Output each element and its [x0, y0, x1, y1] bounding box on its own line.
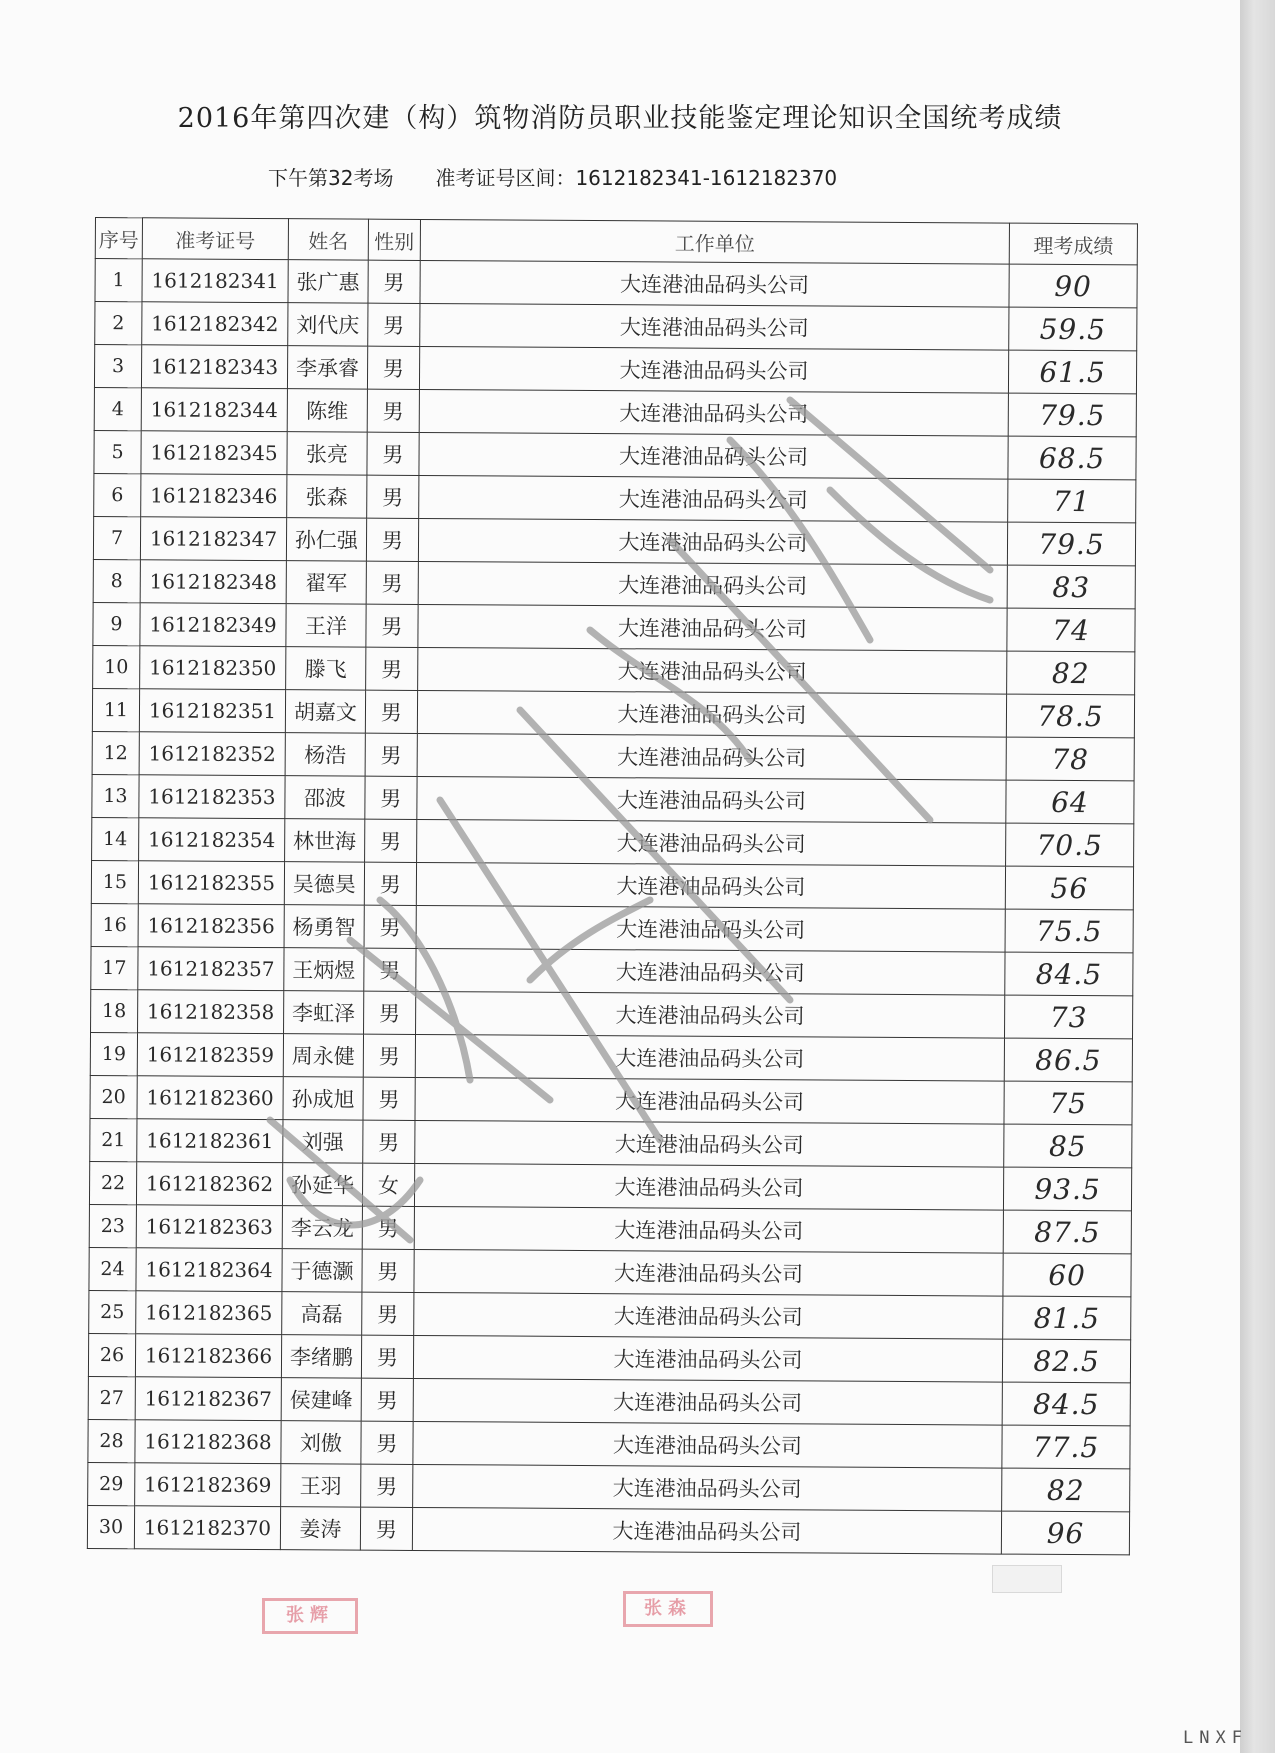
ticket-id: 1612182344: [141, 388, 287, 432]
row-number: 10: [93, 645, 140, 688]
candidate-name: 张广惠: [288, 260, 368, 303]
candidate-sex: 男: [366, 518, 418, 561]
ticket-id: 1612182370: [134, 1506, 280, 1550]
table-row: [92, 817, 1134, 866]
candidate-name: 侯建峰: [281, 1378, 361, 1421]
row-number: 8: [93, 559, 140, 602]
theory-score: 82: [1007, 651, 1135, 695]
candidate-sex: 男: [367, 346, 419, 389]
candidate-name: 王洋: [286, 604, 366, 647]
table-row: [89, 1247, 1131, 1296]
ticket-id: 1612182365: [136, 1291, 282, 1335]
header-no: 序号: [95, 218, 142, 259]
document-title: 2016年第四次建（构）筑物消防员职业技能鉴定理论知识全国统考成绩: [177, 103, 1063, 134]
row-number: 16: [91, 903, 138, 946]
candidate-sex: 男: [365, 776, 417, 819]
table-row: [90, 1118, 1132, 1167]
candidate-sex: 男: [362, 1292, 414, 1335]
theory-score: 83: [1007, 565, 1135, 609]
table-row: [90, 1075, 1132, 1124]
table-row: [88, 1333, 1130, 1382]
candidate-name: 陈维: [287, 389, 367, 432]
ticket-id: 1612182345: [141, 431, 287, 475]
candidate-name: 姜涛: [280, 1507, 360, 1550]
header-sex: 性别: [368, 219, 420, 260]
row-number: 17: [91, 946, 138, 989]
row-number: 27: [88, 1376, 135, 1419]
work-unit: 大连港油品码头公司: [418, 518, 1007, 565]
work-unit: 大连港油品码头公司: [419, 475, 1008, 522]
work-unit: 大连港油品码头公司: [416, 905, 1005, 952]
candidate-sex: 男: [364, 862, 416, 905]
theory-score: 64: [1006, 780, 1134, 824]
table-row: [88, 1419, 1130, 1468]
candidate-name: 于德灏: [282, 1249, 362, 1292]
candidate-sex: 男: [364, 948, 416, 991]
ticket-id: 1612182361: [137, 1119, 283, 1163]
theory-score: 79.5: [1007, 522, 1135, 566]
row-number: 5: [94, 430, 141, 473]
ticket-id: 1612182360: [137, 1076, 283, 1120]
theory-score: 61.5: [1008, 350, 1136, 394]
ticket-id: 1612182350: [140, 646, 286, 690]
work-unit: 大连港油品码头公司: [414, 1206, 1003, 1253]
table-row: [88, 1376, 1130, 1425]
candidate-name: 孙延华: [282, 1163, 362, 1206]
candidate-name: 李云龙: [282, 1206, 362, 1249]
candidate-name: 张亮: [287, 432, 367, 475]
header-unit: 工作单位: [420, 219, 1009, 264]
candidate-name: 王炳煜: [284, 948, 364, 991]
theory-score: 78.5: [1006, 694, 1134, 738]
row-number: 19: [90, 1032, 137, 1075]
table-row: [91, 989, 1133, 1038]
candidate-sex: 男: [363, 1077, 415, 1120]
work-unit: 大连港油品码头公司: [415, 991, 1004, 1038]
candidate-sex: 男: [365, 690, 417, 733]
candidate-sex: 男: [366, 561, 418, 604]
table-row: [94, 345, 1136, 394]
ticket-id: 1612182369: [135, 1463, 281, 1507]
ticket-id: 1612182342: [142, 302, 288, 346]
theory-score: 73: [1005, 995, 1133, 1039]
row-number: 21: [90, 1118, 137, 1161]
work-unit: 大连港油品码头公司: [419, 432, 1008, 479]
work-unit: 大连港油品码头公司: [419, 389, 1008, 436]
ticket-id: 1612182359: [137, 1033, 283, 1077]
row-number: 24: [89, 1247, 136, 1290]
score-table: [87, 217, 1138, 1555]
work-unit: 大连港油品码头公司: [414, 1292, 1003, 1339]
candidate-name: 高磊: [282, 1292, 362, 1335]
candidate-sex: 男: [361, 1335, 413, 1378]
candidate-sex: 男: [365, 733, 417, 776]
header-ticket-id: 准考证号: [142, 218, 288, 260]
ticket-id: 1612182363: [136, 1205, 282, 1249]
work-unit: 大连港油品码头公司: [412, 1464, 1001, 1511]
table-row: [93, 516, 1135, 565]
theory-score: 68.5: [1008, 436, 1136, 480]
ticket-id: 1612182351: [139, 689, 285, 733]
table-row: [93, 645, 1135, 694]
work-unit: 大连港油品码头公司: [416, 819, 1005, 866]
table-row: [89, 1161, 1131, 1210]
theory-score: 84.5: [1005, 952, 1133, 996]
row-number: 12: [92, 731, 139, 774]
theory-score: 82: [1002, 1468, 1130, 1512]
theory-score: 78: [1006, 737, 1134, 781]
work-unit: 大连港油品码头公司: [418, 604, 1007, 651]
row-number: 11: [92, 688, 139, 731]
candidate-sex: 男: [367, 389, 419, 432]
candidate-name: 刘代庆: [288, 303, 368, 346]
table-row: [95, 302, 1137, 351]
row-number: 7: [93, 516, 140, 559]
ticket-id: 1612182362: [136, 1162, 282, 1206]
row-number: 15: [91, 860, 138, 903]
candidate-sex: 女: [362, 1163, 414, 1206]
table-row: [92, 731, 1134, 780]
candidate-name: 孙仁强: [286, 518, 366, 561]
candidate-sex: 男: [367, 475, 419, 518]
row-number: 25: [89, 1290, 136, 1333]
table-row: [90, 1032, 1132, 1081]
ticket-id: 1612182348: [140, 560, 286, 604]
work-unit: 大连港油品码头公司: [412, 1507, 1001, 1554]
candidate-sex: 男: [360, 1507, 412, 1550]
work-unit: 大连港油品码头公司: [416, 948, 1005, 995]
candidate-name: 杨浩: [285, 733, 365, 776]
ticket-id: 1612182354: [139, 818, 285, 862]
exam-session-line: [268, 162, 837, 191]
candidate-sex: 男: [368, 260, 420, 303]
header-name: 姓名: [288, 219, 368, 260]
candidate-name: 孙成旭: [283, 1077, 363, 1120]
theory-score: 60: [1003, 1253, 1131, 1297]
ticket-id: 1612182357: [138, 947, 284, 991]
ticket-id: 1612182349: [140, 603, 286, 647]
table-row: [92, 688, 1134, 737]
table-row: [91, 903, 1133, 952]
row-number: 28: [88, 1419, 135, 1462]
table-row: [92, 774, 1134, 823]
theory-score: 85: [1004, 1124, 1132, 1168]
theory-score: 79.5: [1008, 393, 1136, 437]
row-number: 18: [91, 989, 138, 1032]
theory-score: 74: [1007, 608, 1135, 652]
table-row: [91, 946, 1133, 995]
theory-score: 71: [1008, 479, 1136, 523]
candidate-name: 林世海: [285, 819, 365, 862]
table-row: [93, 559, 1135, 608]
table-row: [94, 473, 1136, 522]
candidate-sex: 男: [362, 1249, 414, 1292]
candidate-name: 李虹泽: [283, 991, 363, 1034]
corner-mark: LNXF: [1183, 1728, 1248, 1748]
candidate-sex: 男: [363, 1120, 415, 1163]
row-number: 23: [89, 1204, 136, 1247]
candidate-sex: 男: [366, 647, 418, 690]
candidate-name: 李承睿: [287, 346, 367, 389]
work-unit: 大连港油品码头公司: [414, 1249, 1003, 1296]
ticket-id: 1612182346: [141, 474, 287, 518]
work-unit: 大连港油品码头公司: [420, 260, 1009, 307]
work-unit: 大连港油品码头公司: [415, 1077, 1004, 1124]
table-row: [94, 430, 1136, 479]
score-table-body: [87, 259, 1137, 1555]
work-unit: 大连港油品码头公司: [420, 303, 1009, 350]
header-score: 理考成绩: [1009, 223, 1137, 265]
row-number: 22: [89, 1161, 136, 1204]
work-unit: 大连港油品码头公司: [417, 733, 1006, 780]
table-row: [91, 860, 1133, 909]
candidate-name: 周永健: [283, 1034, 363, 1077]
work-unit: 大连港油品码头公司: [416, 862, 1005, 909]
ticket-id: 1612182366: [135, 1334, 281, 1378]
candidate-sex: 男: [364, 905, 416, 948]
table-row: [87, 1505, 1129, 1554]
theory-score: 90: [1009, 264, 1137, 308]
signature-stamp-right: 张森: [623, 1591, 713, 1627]
theory-score: 75: [1004, 1081, 1132, 1125]
work-unit: 大连港油品码头公司: [419, 346, 1008, 393]
work-unit: 大连港油品码头公司: [417, 776, 1006, 823]
candidate-name: 胡嘉文: [285, 690, 365, 733]
candidate-sex: 男: [361, 1421, 413, 1464]
table-row: [95, 259, 1137, 308]
ticket-id: 1612182355: [138, 861, 284, 905]
exam-session: 下午第32考场: [268, 166, 394, 190]
theory-score: 96: [1001, 1511, 1129, 1555]
table-row: [94, 387, 1136, 436]
candidate-sex: 男: [361, 1378, 413, 1421]
theory-score: 59.5: [1009, 307, 1137, 351]
candidate-sex: 男: [363, 991, 415, 1034]
table-row: [89, 1290, 1131, 1339]
candidate-name: 邵波: [285, 776, 365, 819]
theory-score: 84.5: [1002, 1382, 1130, 1426]
scan-edge: [1240, 0, 1275, 1753]
row-number: 2: [95, 302, 142, 345]
theory-score: 81.5: [1003, 1296, 1131, 1340]
candidate-name: 滕飞: [286, 647, 366, 690]
ticket-id: 1612182343: [141, 345, 287, 389]
theory-score: 86.5: [1004, 1038, 1132, 1082]
ticket-id: 1612182368: [135, 1420, 281, 1464]
theory-score: 87.5: [1003, 1210, 1131, 1254]
candidate-name: 吴德昊: [284, 862, 364, 905]
work-unit: 大连港油品码头公司: [417, 647, 1006, 694]
candidate-name: 李绪鹏: [281, 1335, 361, 1378]
candidate-sex: 男: [363, 1034, 415, 1077]
theory-score: 77.5: [1002, 1425, 1130, 1469]
candidate-name: 张森: [287, 475, 367, 518]
row-number: 20: [90, 1075, 137, 1118]
row-number: 1: [95, 259, 142, 302]
ticket-id: 1612182341: [142, 259, 288, 303]
work-unit: 大连港油品码头公司: [413, 1421, 1002, 1468]
theory-score: 70.5: [1006, 823, 1134, 867]
ticket-id: 1612182364: [136, 1248, 282, 1292]
table-header-row: [95, 218, 1137, 265]
work-unit: 大连港油品码头公司: [413, 1378, 1002, 1425]
work-unit: 大连港油品码头公司: [415, 1120, 1004, 1167]
candidate-name: 翟军: [286, 561, 366, 604]
work-unit: 大连港油品码头公司: [415, 1034, 1004, 1081]
work-unit: 大连港油品码头公司: [414, 1163, 1003, 1210]
ticket-id: 1612182356: [138, 904, 284, 948]
ticket-id: 1612182367: [135, 1377, 281, 1421]
candidate-sex: 男: [367, 432, 419, 475]
table-row: [93, 602, 1135, 651]
work-unit: 大连港油品码头公司: [417, 690, 1006, 737]
theory-score: 82.5: [1002, 1339, 1130, 1383]
candidate-sex: 男: [362, 1206, 414, 1249]
candidate-name: 刘傲: [281, 1421, 361, 1464]
row-number: 29: [88, 1462, 135, 1505]
candidate-name: 王羽: [281, 1464, 361, 1507]
candidate-sex: 男: [368, 303, 420, 346]
row-number: 30: [87, 1505, 134, 1548]
candidate-sex: 男: [364, 819, 416, 862]
candidate-name: 刘强: [283, 1120, 363, 1163]
table-row: [89, 1204, 1131, 1253]
table-row: [88, 1462, 1130, 1511]
signature-stamp-left: 张辉: [262, 1598, 358, 1634]
row-number: 26: [88, 1333, 135, 1376]
candidate-sex: 男: [361, 1464, 413, 1507]
row-number: 4: [94, 387, 141, 430]
row-number: 6: [94, 473, 141, 516]
row-number: 3: [94, 345, 141, 388]
ticket-id: 1612182358: [138, 990, 284, 1034]
work-unit: 大连港油品码头公司: [413, 1335, 1002, 1382]
candidate-sex: 男: [366, 604, 418, 647]
theory-score: 75.5: [1005, 909, 1133, 953]
row-number: 9: [93, 602, 140, 645]
theory-score: 56: [1005, 866, 1133, 910]
ticket-id: 1612182353: [139, 775, 285, 819]
row-number: 13: [92, 774, 139, 817]
work-unit: 大连港油品码头公司: [418, 561, 1007, 608]
theory-score: 93.5: [1003, 1167, 1131, 1211]
faint-mark: [992, 1565, 1062, 1593]
row-number: 14: [92, 817, 139, 860]
ticket-id: 1612182347: [140, 517, 286, 561]
ticket-range: 准考证号区间：1612182341-1612182370: [435, 166, 838, 190]
ticket-id: 1612182352: [139, 732, 285, 776]
candidate-name: 杨勇智: [284, 905, 364, 948]
